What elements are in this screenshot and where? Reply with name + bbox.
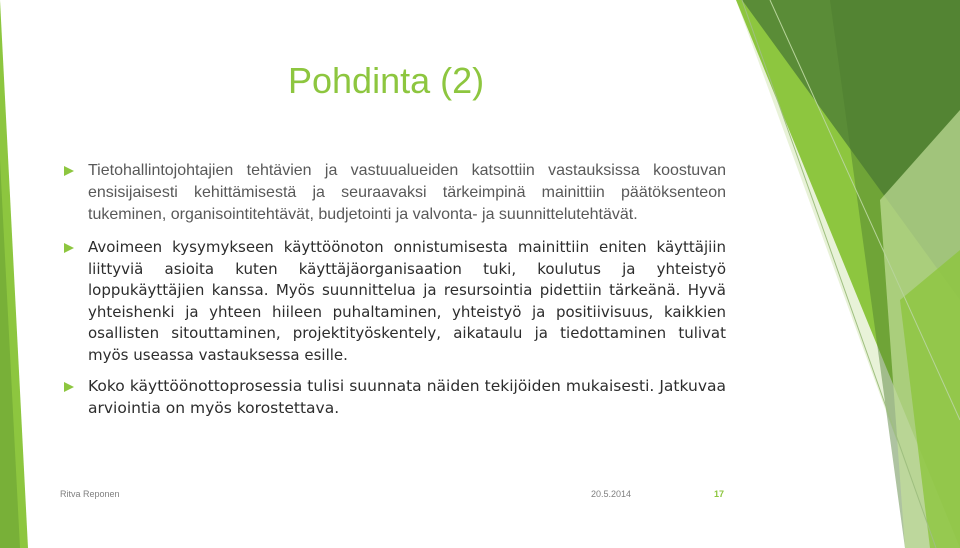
- bullet-item: [64, 160, 726, 226]
- bullet-text: Tietohallintojohtajien tehtävien ja vastuualueiden katsottiin vastauksissa koostuvan ensisijaisesti kehittämisestä ja seuraavaksi tärkeimpinä mainittiin päätöksenteon tukeminen, organisointitehtävät, budjetointi ja valvonta- ja suunnittelutehtävät.: [88, 162, 726, 223]
- slide-title: Pohdinta (2): [288, 60, 485, 101]
- arrow-right-icon: [64, 243, 74, 253]
- bullet-text: Avoimeen kysymykseen käyttöönoton onnistumisesta mainittiin eniten käyttäjiin liittyviä asioita kuten käyttäjäorganisaation tuki, koulutus ja yhteistyö loppukäyttäjien kanssa. Myös suunnittelua ja resursointia pidettiin tärkeänä. Hyvä yhteishenki ja yhteen hiileen puhaltaminen, yhteistyö ja positiivisuus, kaikkien osallisten sitouttaminen, projektityöskentely, aikataulu ja tiedottaminen tulivat myös useassa vastauksessa esille.: [88, 238, 726, 364]
- bullet-item: [64, 376, 726, 419]
- bullet-list: [64, 160, 726, 419]
- bullet-item: [64, 237, 726, 366]
- arrow-right-icon: [64, 166, 74, 176]
- page-number: 17: [714, 489, 725, 499]
- bullet-text: Koko käyttöönottoprosessia tulisi suunnata näiden tekijöiden mukaisesti. Jatkuvaa arviointia on myös korostettava.: [88, 377, 726, 417]
- arrow-right-icon: [64, 382, 74, 392]
- footer-date: 20.5.2014: [591, 489, 632, 499]
- footer-author: Ritva Reponen: [60, 489, 120, 499]
